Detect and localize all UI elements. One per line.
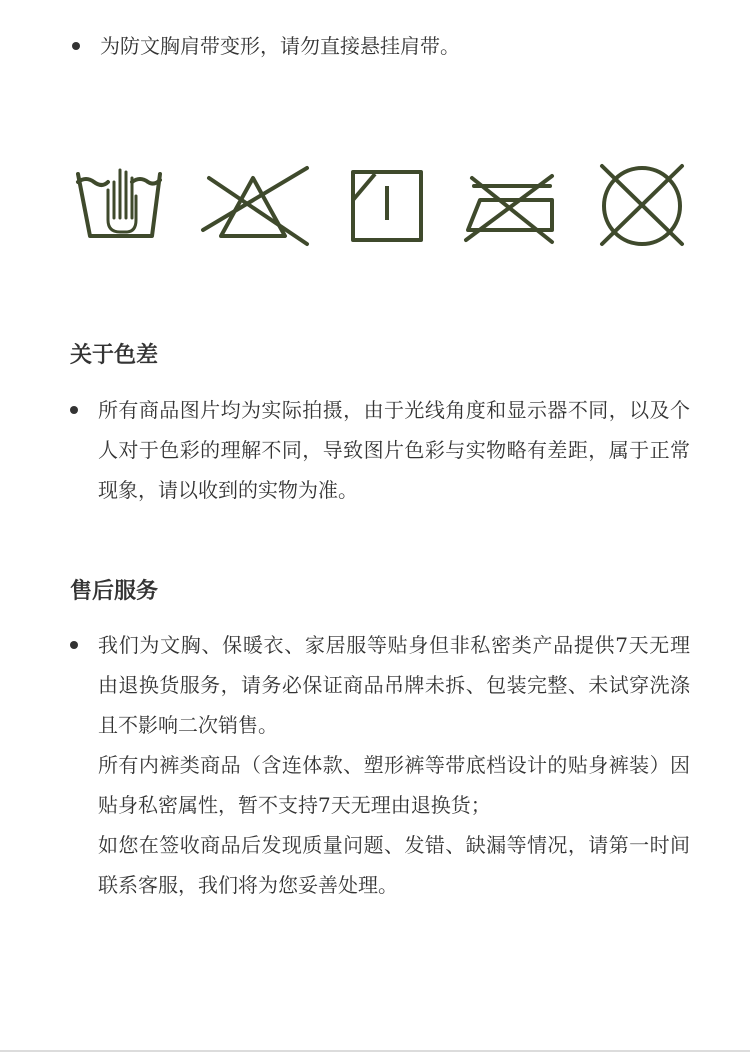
color-note-item (70, 390, 690, 510)
service-paragraph: 我们为文胸、保暖衣、家居服等贴身但非私密类产品提供7天无理由退换货服务，请务必保证商品吊牌未拆、包装完整、未试穿洗涤且不影响二次销售。 (98, 633, 690, 737)
service-paragraph: 所有内裤类商品（含连体款、塑形裤等带底档设计的贴身裤装）因贴身私密属性，暂不支持7天无理由退换货； (98, 753, 690, 817)
color-note-text: 所有商品图片均为实际拍摄，由于光线角度和显示器不同，以及个人对于色彩的理解不同，导致图片色彩与实物略有差距，属于正常现象，请以收到的实物为准。 (98, 398, 690, 502)
care-note-item (72, 30, 732, 62)
color-section-title: 关于色差 (70, 342, 159, 368)
do-not-bleach-icon (195, 160, 315, 250)
care-icons-row (72, 160, 692, 250)
service-note-body (98, 625, 690, 905)
care-note-text: 为防文胸肩带变形，请勿直接悬挂肩带。 (100, 34, 460, 58)
service-paragraph: 如您在签收商品后发现质量问题、发错、缺漏等情况，请第一时间联系客服，我们将为您妥善处理。 (98, 833, 690, 897)
service-note-item (70, 625, 690, 905)
bullet-dot (70, 406, 78, 414)
hand-wash-icon (72, 160, 162, 250)
do-not-iron-icon (460, 160, 560, 250)
line-dry-icon (347, 160, 427, 250)
bullet-dot (72, 42, 80, 50)
service-section-title: 售后服务 (70, 578, 159, 604)
do-not-tumble-dry-icon (592, 160, 692, 250)
bullet-dot (70, 641, 78, 649)
